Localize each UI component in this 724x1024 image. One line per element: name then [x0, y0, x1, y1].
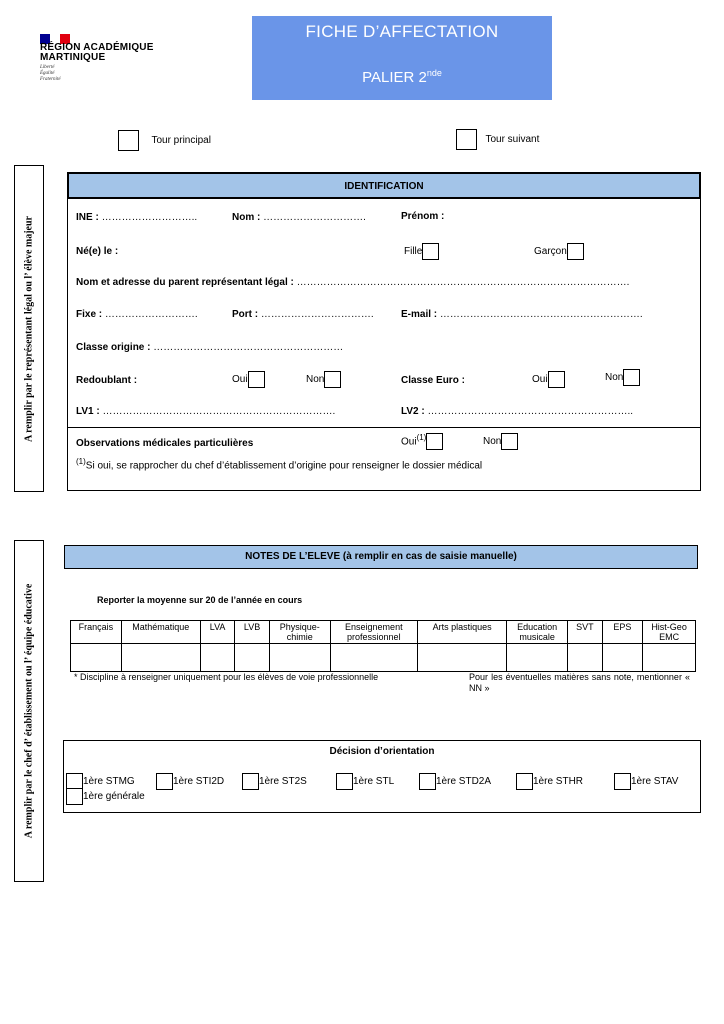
option-sthr[interactable]: [516, 773, 583, 790]
footnote-sup: (1): [76, 457, 86, 466]
grade-cell-enseignement-pro[interactable]: [330, 644, 417, 672]
tour-suivant-checkbox[interactable]: [456, 129, 477, 150]
stl-checkbox[interactable]: [336, 773, 353, 790]
classe-euro-label: Classe Euro :: [401, 375, 465, 386]
tour-principal-label: Tour principal: [151, 135, 211, 146]
euro-non-option[interactable]: [605, 369, 640, 386]
fille-label: Fille: [404, 246, 423, 258]
side-label-bottom: [14, 540, 44, 882]
prenom-field[interactable]: Prénom :: [401, 211, 445, 222]
ine-dots: ………………………..: [101, 212, 198, 223]
option-label: 1ère STD2A: [436, 776, 492, 788]
tour-principal-option[interactable]: [118, 130, 211, 151]
grade-cell-eps[interactable]: [602, 644, 643, 672]
republic-flag-icon: [40, 31, 70, 41]
fille-option[interactable]: [404, 243, 439, 260]
motto-fraternite: Fraternité: [40, 77, 61, 82]
port-label: Port :: [232, 309, 259, 320]
redoublant-non-checkbox[interactable]: [324, 371, 341, 388]
option-label: 1ère STHR: [533, 776, 584, 788]
redoublant-label: Redoublant :: [76, 375, 138, 386]
garcon-option[interactable]: [534, 243, 584, 260]
option-label: 1ère STL: [353, 776, 395, 788]
motto-liberte: Liberté: [40, 65, 55, 70]
region-name: [40, 43, 154, 63]
redoublant-oui-checkbox[interactable]: [248, 371, 265, 388]
decision-title: Décision d’orientation: [329, 746, 435, 757]
nom-label: Nom :: [232, 212, 261, 223]
ine-field[interactable]: [76, 212, 197, 223]
column-header: Arts plastiques: [417, 621, 506, 644]
column-header: Français: [71, 621, 122, 644]
email-label: E-mail :: [401, 309, 438, 320]
region-line1: RÉGION ACADÉMIQUE: [40, 42, 154, 53]
email-dots: …………………………………………………….: [439, 309, 643, 320]
grade-cell-arts-plastiques[interactable]: [417, 644, 506, 672]
region-line2: MARTINIQUE: [40, 52, 106, 63]
parent-dots: ……………………………………………………………………………………….: [296, 277, 630, 288]
date-naissance-field[interactable]: Né(e) le :: [76, 246, 119, 257]
classe-origine-dots: …………………………………………………: [153, 342, 344, 353]
redoublant-non-option[interactable]: [306, 371, 341, 388]
decision-section: [63, 740, 701, 813]
oui-label: Oui: [232, 374, 248, 386]
non-label: Non: [605, 372, 624, 384]
obs-non-checkbox[interactable]: [501, 433, 518, 450]
parent-field[interactable]: [76, 277, 629, 288]
footnote-text: Si oui, se rapprocher du chef d’établissement d’origine pour renseigner le dossier médical: [85, 460, 483, 472]
column-header: LVB: [235, 621, 269, 644]
grade-cell-lvb[interactable]: [235, 644, 269, 672]
option-label: 1ère STAV: [631, 776, 679, 788]
column-header: LVA: [200, 621, 234, 644]
page-title: FICHE D’AFFECTATION: [305, 22, 499, 41]
side-label-bottom-text: A remplir par le chef d’ établissement ou l’ équipe éducative: [23, 583, 35, 839]
grade-cell-svt[interactable]: [568, 644, 602, 672]
notes-instruction: Reporter la moyenne sur 20 de l’année en cours: [97, 595, 303, 605]
obs-oui-checkbox[interactable]: [426, 433, 443, 450]
parent-label: Nom et adresse du parent représentant légal :: [76, 277, 294, 288]
port-field[interactable]: [232, 309, 374, 320]
ine-label: INE :: [76, 212, 99, 223]
nom-dots: ………………………….: [263, 212, 366, 223]
classe-origine-field[interactable]: [76, 342, 343, 353]
medical-footnote: [76, 457, 482, 471]
column-header: EPS: [602, 621, 643, 644]
garcon-label: Garçon: [534, 246, 567, 258]
divider: [68, 427, 700, 428]
notes-footnote-left: * Discipline à renseigner uniquement pour les élèves de voie professionnelle: [74, 672, 379, 682]
lv1-field[interactable]: [76, 406, 335, 417]
fille-checkbox[interactable]: [422, 243, 439, 260]
fixe-label: Fixe :: [76, 309, 103, 320]
title-box: [252, 16, 552, 100]
subtitle-text: PALIER 2: [362, 69, 427, 86]
observations-label: Observations médicales particulières: [76, 438, 254, 449]
euro-non-checkbox[interactable]: [623, 369, 640, 386]
tour-suivant-label: Tour suivant: [485, 134, 540, 145]
fixe-field[interactable]: [76, 309, 198, 320]
page-subtitle: [252, 68, 552, 86]
motto: [40, 65, 61, 83]
sti2d-checkbox[interactable]: [156, 773, 173, 790]
std2a-checkbox[interactable]: [419, 773, 436, 790]
lv2-dots: ……………………………………………………..: [427, 406, 634, 417]
oui-label: Oui: [532, 374, 548, 386]
notes-table: [70, 620, 696, 672]
st2s-checkbox[interactable]: [242, 773, 259, 790]
port-dots: …………………………….: [260, 309, 374, 320]
column-header: Hist-Geo EMC: [643, 621, 696, 644]
redoublant-oui-option[interactable]: [232, 371, 265, 388]
grade-cell-francais[interactable]: [71, 644, 122, 672]
nom-field[interactable]: [232, 212, 366, 223]
divider: [68, 198, 700, 199]
option-label: 1ère générale: [83, 791, 145, 803]
column-header: Mathématique: [121, 621, 200, 644]
grade-cell-physique-chimie[interactable]: [269, 644, 330, 672]
non-label: Non: [306, 374, 325, 386]
column-header: Education musicale: [507, 621, 568, 644]
notes-footnote-right: Pour les éventuelles matières sans note, mentionner « NN »: [469, 672, 690, 693]
sthr-checkbox[interactable]: [516, 773, 533, 790]
column-header: Physique-chimie: [269, 621, 330, 644]
column-header: SVT: [568, 621, 602, 644]
oui-label: Oui: [401, 436, 417, 448]
subtitle-sup: nde: [426, 68, 442, 78]
option-stav[interactable]: [614, 773, 678, 790]
lv1-label: LV1 :: [76, 406, 100, 417]
notes-title: NOTES DE L’ELEVE (à remplir en cas de saisie manuelle): [64, 545, 698, 569]
garcon-checkbox[interactable]: [567, 243, 584, 260]
fixe-dots: ……………………….: [104, 309, 198, 320]
grade-cell-lva[interactable]: [200, 644, 234, 672]
obs-non-option[interactable]: [483, 433, 518, 450]
column-header: Enseignement professionnel: [330, 621, 417, 644]
side-label-top: [14, 165, 44, 492]
option-label: 1ère STI2D: [173, 776, 225, 788]
euro-oui-option[interactable]: [532, 371, 565, 388]
option-st2s[interactable]: [242, 773, 307, 790]
non-label: Non: [483, 436, 502, 448]
option-stl[interactable]: [336, 773, 394, 790]
generale-checkbox[interactable]: [66, 788, 83, 805]
notes-header-row: [71, 621, 696, 644]
obs-oui-sup: (1): [416, 433, 427, 442]
grade-cell-hist-geo[interactable]: [643, 644, 696, 672]
euro-oui-checkbox[interactable]: [548, 371, 565, 388]
option-std2a[interactable]: [419, 773, 491, 790]
lv2-field[interactable]: [401, 406, 633, 417]
option-generale[interactable]: [66, 788, 145, 805]
lv1-dots: …………………………………………………………….: [102, 406, 336, 417]
grade-cell-mathematique[interactable]: [121, 644, 200, 672]
obs-oui-option[interactable]: [401, 433, 443, 450]
side-label-top-text: A remplir par le représentant légal ou l’ élève majeur: [23, 215, 35, 442]
grade-cell-education-musicale[interactable]: [507, 644, 568, 672]
option-label: 1ère STMG: [83, 776, 135, 788]
notes-input-row: [71, 644, 696, 672]
email-field[interactable]: [401, 309, 643, 320]
tour-principal-checkbox[interactable]: [118, 130, 139, 151]
option-label: 1ère ST2S: [259, 776, 307, 788]
tour-suivant-option[interactable]: [456, 129, 539, 150]
stav-checkbox[interactable]: [614, 773, 631, 790]
option-sti2d[interactable]: [156, 773, 224, 790]
classe-origine-label: Classe origine :: [76, 342, 151, 353]
identification-title: IDENTIFICATION: [68, 173, 700, 198]
identification-section: [67, 172, 701, 491]
lv2-label: LV2 :: [401, 406, 425, 417]
motto-egalite: Égalité: [40, 71, 55, 76]
